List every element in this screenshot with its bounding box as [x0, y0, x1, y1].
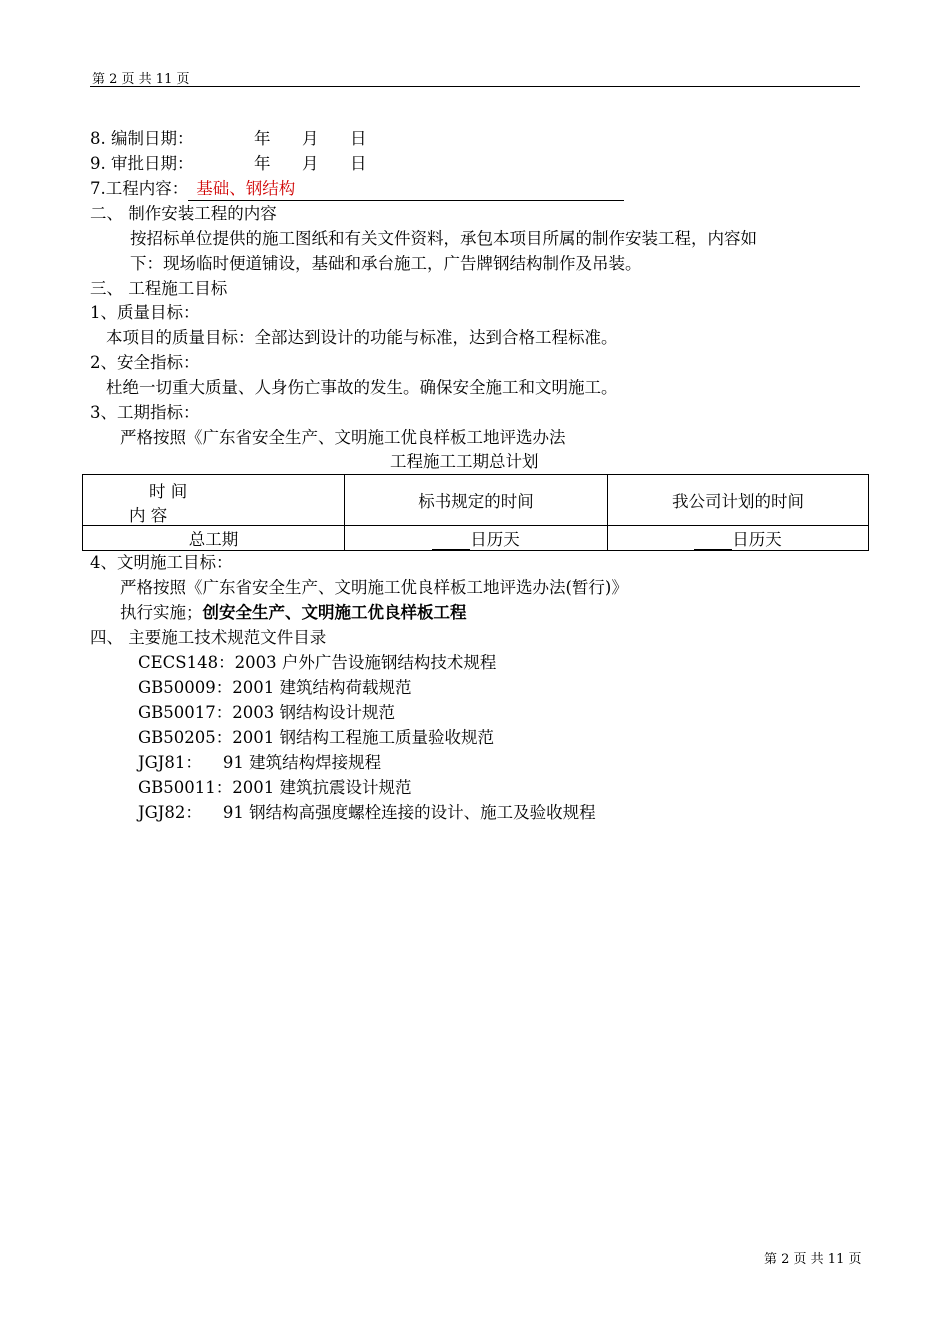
spec-item: JGJ82： 91 钢结构高强度螺栓连接的设计、施工及验收规程 [138, 803, 596, 822]
footer-page-number: 第 2 页 共 11 页 [764, 1252, 862, 1267]
quality-text: 本项目的质量目标：全部达到设计的功能与标准，达到合格工程标准。 [106, 328, 618, 347]
civil-text2-bold: 创安全生产、文明施工优良样板工程 [202, 603, 467, 622]
spec-item: GB50011：2001 建筑抗震设计规范 [138, 778, 412, 797]
spec-item: CECS148：2003 户外广告设施钢结构技术规程 [138, 653, 497, 672]
spec-item: GB50205：2001 钢结构工程施工质量验收规范 [138, 728, 495, 747]
civil-title: 4、文明施工目标： [90, 553, 233, 572]
compile-date-day: 日 [350, 129, 367, 148]
table-row [83, 526, 869, 551]
civil-text1: 严格按照《广东省安全生产、文明施工优良样板工地评选办法(暂行)》 [120, 578, 628, 597]
section2-para-line1: 按招标单位提供的施工图纸和有关文件资料，承包本项目所属的制作安装工程，内容如 [130, 229, 757, 248]
table-cell-company-duration [608, 526, 869, 551]
spec-item: GB50009：2001 建筑结构荷载规范 [138, 678, 412, 697]
schedule-table [82, 474, 869, 551]
tender-duration-blank [432, 531, 470, 550]
approve-date-label: 9. 审批日期： [90, 154, 194, 173]
compile-date-label: 8. 编制日期： [90, 129, 194, 148]
schedule-text: 严格按照《广东省安全生产、文明施工优良样板工地评选办法 [120, 428, 566, 447]
spec-item: JGJ81： 91 建筑结构焊接规程 [138, 753, 382, 772]
spec-item: GB50017：2003 钢结构设计规范 [138, 703, 396, 722]
table-cell-tender-duration [345, 526, 608, 551]
company-duration-unit: 日历天 [732, 530, 782, 549]
section2-para-line2: 下：现场临时便道铺设，基础和承台施工，广告牌钢结构制作及吊装。 [130, 254, 642, 273]
compile-date-month: 月 [302, 129, 319, 148]
compile-date-line [90, 128, 367, 150]
table-row-label: 总工期 [83, 526, 345, 551]
safety-text: 杜绝一切重大质量、人身伤亡事故的发生。确保安全施工和文明施工。 [106, 378, 618, 397]
approve-date-day: 日 [350, 154, 367, 173]
civil-text2 [120, 602, 467, 624]
content-label: 7.工程内容： [90, 179, 189, 198]
table-caption: 工程施工工期总计划 [390, 452, 539, 471]
safety-title: 2、安全指标： [90, 353, 200, 372]
schedule-title: 3、工期指标： [90, 403, 200, 422]
approve-date-year: 年 [254, 154, 271, 173]
tender-duration-unit: 日历天 [470, 530, 520, 549]
diag-header-bottom: 内 容 [129, 506, 168, 525]
approve-date-month: 月 [302, 154, 319, 173]
diag-header-top: 时 间 [149, 482, 188, 501]
content-line [90, 178, 624, 201]
section2-title: 二、 制作安装工程的内容 [90, 204, 277, 223]
civil-text2-prefix: 执行实施； [120, 603, 203, 622]
section3-title: 三、 工程施工目标 [90, 279, 228, 298]
content-underline [188, 178, 624, 201]
table-header-tender-time: 标书规定的时间 [345, 475, 608, 526]
content-value: 基础、钢结构 [196, 179, 296, 198]
company-duration-blank [694, 531, 732, 550]
quality-title: 1、质量目标： [90, 303, 200, 322]
approve-date-line [90, 153, 367, 175]
compile-date-year: 年 [254, 129, 271, 148]
section4-title: 四、 主要施工技术规范文件目录 [90, 628, 327, 647]
table-diagonal-header [83, 475, 345, 526]
table-header-company-time: 我公司计划的时间 [608, 475, 869, 526]
header-divider [90, 86, 860, 87]
header-page-number: 第 2 页 共 11 页 [92, 72, 190, 87]
table-header-row [83, 475, 869, 526]
